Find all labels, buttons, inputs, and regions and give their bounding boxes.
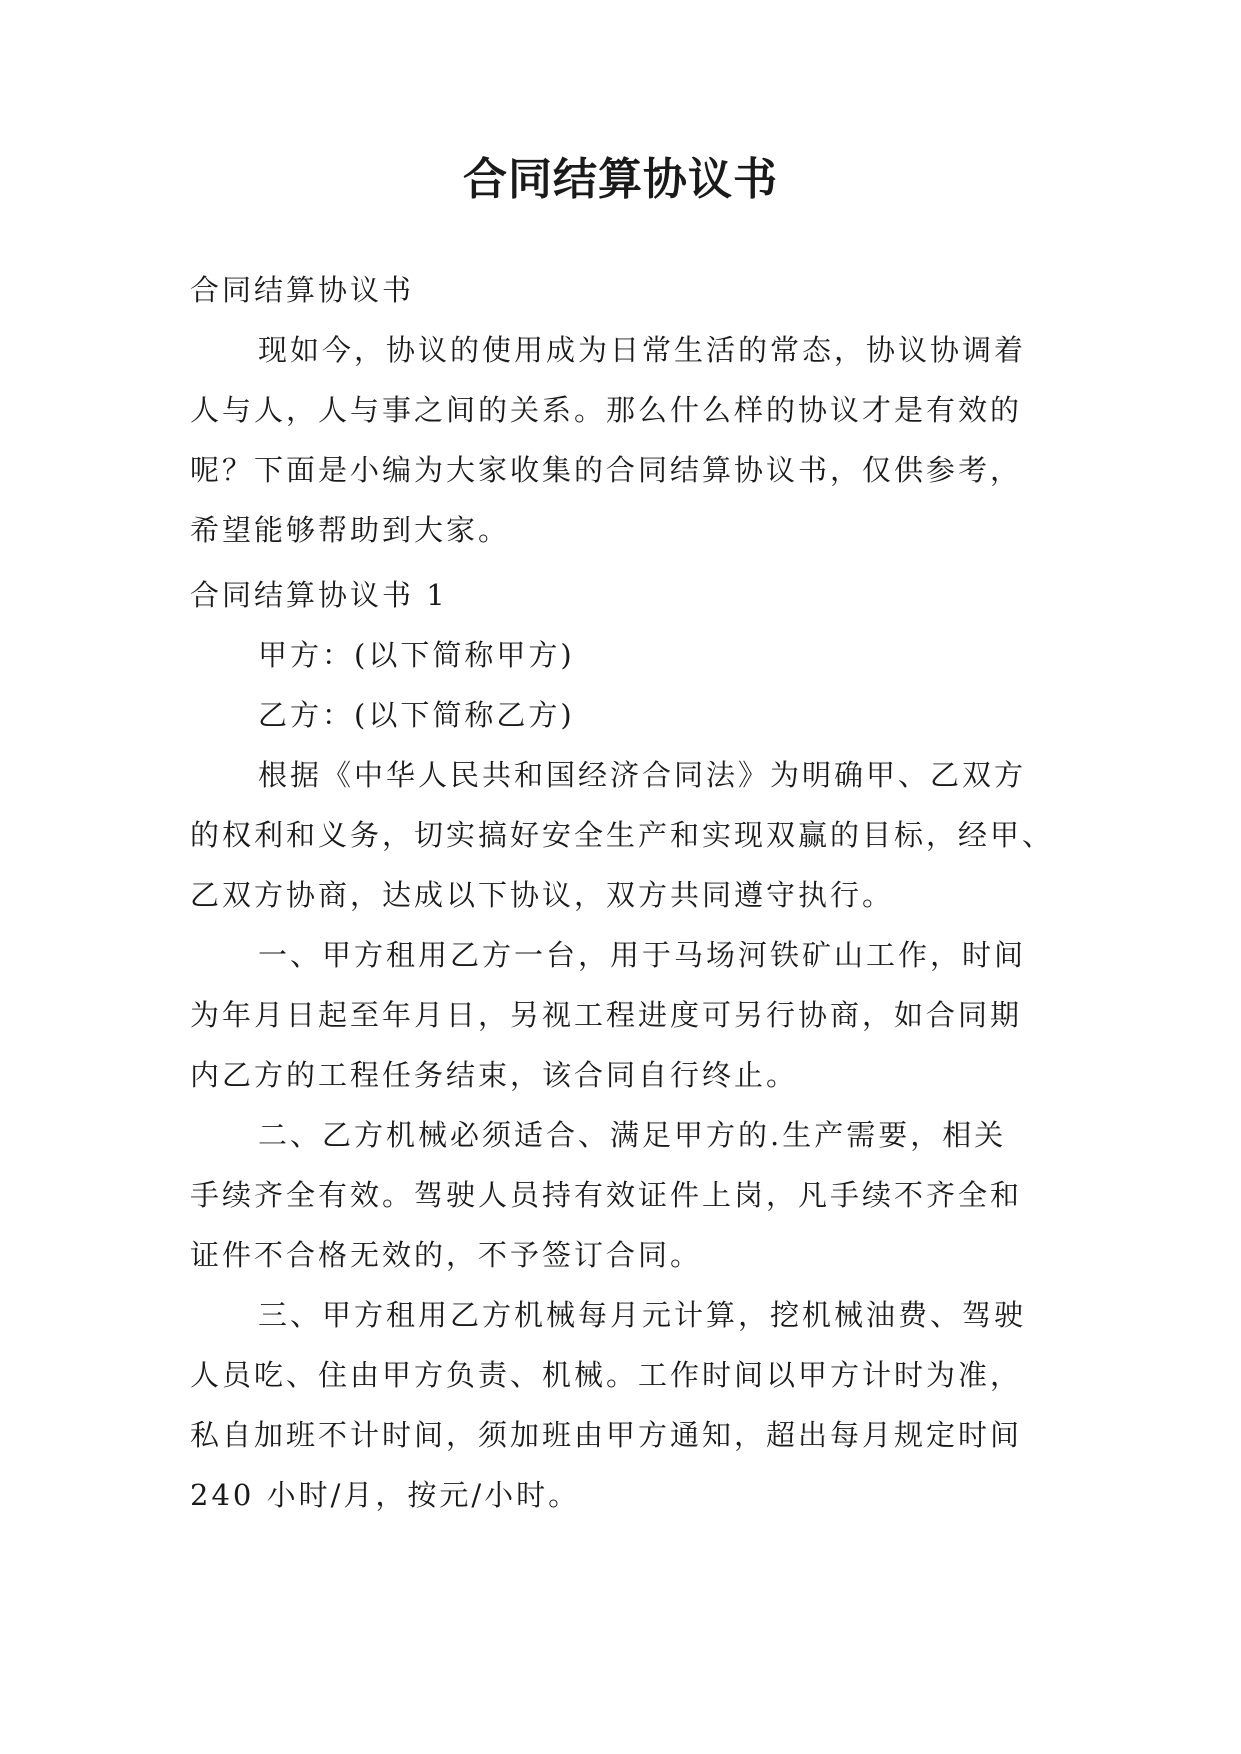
section-1 bbox=[190, 565, 1065, 1525]
party-b-line: 乙方：(以下简称乙方) bbox=[258, 698, 575, 732]
preamble-line: 根据《中华人民共和国经济合同法》为明确甲、乙双方 bbox=[258, 758, 1027, 792]
intro-line: 希望能够帮助到大家。 bbox=[190, 513, 511, 547]
clause-3-line: 私自加班不计时间，须加班由甲方通知，超出每月规定时间 bbox=[190, 1418, 1023, 1452]
intro-block bbox=[190, 260, 1065, 560]
intro-line: 呢？下面是小编为大家收集的合同结算协议书，仅供参考， bbox=[190, 453, 1023, 487]
section-heading: 合同结算协议书 1 bbox=[190, 578, 448, 612]
clause-2-line: 证件不合格无效的，不予签订合同。 bbox=[190, 1238, 703, 1272]
intro-line: 人与人，人与事之间的关系。那么什么样的协议才是有效的 bbox=[190, 393, 1023, 427]
clause-2-line: 手续齐全有效。驾驶人员持有效证件上岗，凡手续不齐全和 bbox=[190, 1178, 1023, 1212]
clause-3-line: 240 小时/月，按元/小时。 bbox=[190, 1478, 581, 1512]
intro-line: 现如今，协议的使用成为日常生活的常态，协议协调着 bbox=[258, 333, 1027, 367]
intro-subtitle: 合同结算协议书 bbox=[190, 273, 415, 307]
clause-3-line: 三、甲方租用乙方机械每月元计算，挖机械油费、驾驶 bbox=[258, 1298, 1027, 1332]
clause-2-line: 二、乙方机械必须适合、满足甲方的.生产需要，相关 bbox=[258, 1118, 1007, 1152]
party-a-line: 甲方：(以下简称甲方) bbox=[258, 638, 575, 672]
clause-1-line: 一、甲方租用乙方一台，用于马场河铁矿山工作，时间 bbox=[258, 938, 1027, 972]
preamble-line: 乙双方协商，达成以下协议，双方共同遵守执行。 bbox=[190, 878, 895, 912]
clause-1-line: 为年月日起至年月日，另视工程进度可另行协商，如合同期 bbox=[190, 998, 1023, 1032]
document-title: 合同结算协议书 bbox=[463, 154, 778, 205]
preamble-line: 的权利和义务，切实搞好安全生产和实现双赢的目标，经甲、 bbox=[190, 818, 1055, 852]
clause-1-line: 内乙方的工程任务结束，该合同自行终止。 bbox=[190, 1058, 799, 1092]
clause-3-line: 人员吃、住由甲方负责、机械。工作时间以甲方计时为准， bbox=[190, 1358, 1023, 1392]
